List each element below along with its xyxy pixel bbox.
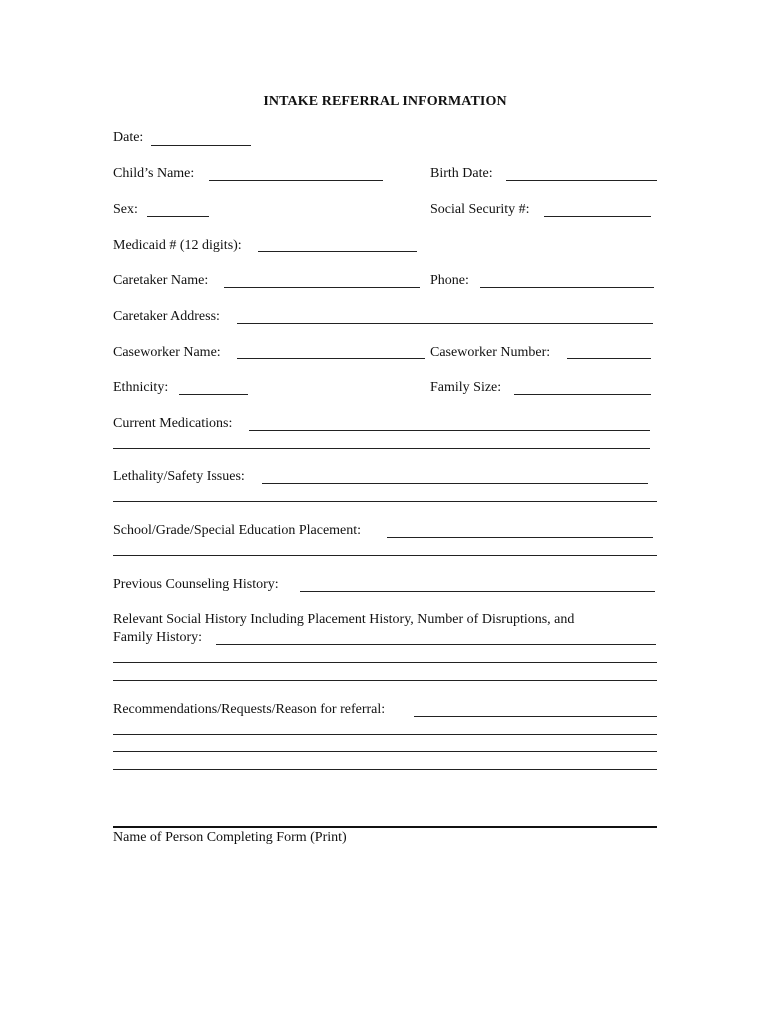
previous-counseling-label: Previous Counseling History:: [113, 577, 279, 592]
family-history-field-line3[interactable]: [113, 680, 657, 681]
social-security-label: Social Security #:: [430, 202, 530, 217]
previous-counseling-field[interactable]: [300, 591, 655, 592]
caretaker-name-field[interactable]: [224, 287, 420, 288]
medicaid-field[interactable]: [258, 251, 417, 252]
lethality-safety-field[interactable]: [262, 483, 648, 484]
date-field[interactable]: [151, 145, 251, 146]
caretaker-address-field[interactable]: [237, 323, 653, 324]
caseworker-number-label: Caseworker Number:: [430, 345, 551, 360]
family-history-field-line2[interactable]: [113, 662, 657, 663]
family-history-label: Family History:: [113, 630, 203, 645]
lethality-safety-label: Lethality/Safety Issues:: [113, 469, 245, 484]
family-history-field[interactable]: [216, 644, 656, 645]
current-medications-field[interactable]: [249, 430, 650, 431]
current-medications-label: Current Medications:: [113, 416, 233, 431]
sex-field[interactable]: [147, 216, 209, 217]
recommendations-field-line3[interactable]: [113, 751, 657, 752]
lethality-safety-field-line2[interactable]: [113, 501, 657, 502]
family-size-label: Family Size:: [430, 380, 502, 395]
completer-name-field[interactable]: [113, 826, 657, 828]
school-grade-field-line2[interactable]: [113, 555, 657, 556]
form-title: INTAKE REFERRAL INFORMATION: [263, 94, 507, 109]
caseworker-name-label: Caseworker Name:: [113, 345, 221, 360]
social-security-field[interactable]: [544, 216, 651, 217]
completer-name-label: Name of Person Completing Form (Print): [113, 830, 347, 845]
childs-name-field[interactable]: [209, 180, 383, 181]
medicaid-label: Medicaid # (12 digits):: [113, 238, 242, 253]
phone-field[interactable]: [480, 287, 654, 288]
ethnicity-label: Ethnicity:: [113, 380, 169, 395]
caretaker-name-label: Caretaker Name:: [113, 273, 209, 288]
recommendations-field[interactable]: [414, 716, 657, 717]
relevant-social-history-label: Relevant Social History Including Placement History, Number of Disruptions, and: [113, 612, 575, 627]
family-size-field[interactable]: [514, 394, 651, 395]
birth-date-field[interactable]: [506, 180, 657, 181]
date-label: Date:: [113, 130, 144, 145]
school-grade-label: School/Grade/Special Education Placement:: [113, 523, 362, 538]
recommendations-field-line4[interactable]: [113, 769, 657, 770]
school-grade-field[interactable]: [387, 537, 653, 538]
ethnicity-field[interactable]: [179, 394, 248, 395]
phone-label: Phone:: [430, 273, 469, 288]
recommendations-label: Recommendations/Requests/Reason for referral:: [113, 702, 386, 717]
birth-date-label: Birth Date:: [430, 166, 493, 181]
childs-name-label: Child’s Name:: [113, 166, 195, 181]
caseworker-name-field[interactable]: [237, 358, 425, 359]
caretaker-address-label: Caretaker Address:: [113, 309, 220, 324]
sex-label: Sex:: [113, 202, 138, 217]
caseworker-number-field[interactable]: [567, 358, 651, 359]
current-medications-field-line2[interactable]: [113, 448, 650, 449]
recommendations-field-line2[interactable]: [113, 734, 657, 735]
